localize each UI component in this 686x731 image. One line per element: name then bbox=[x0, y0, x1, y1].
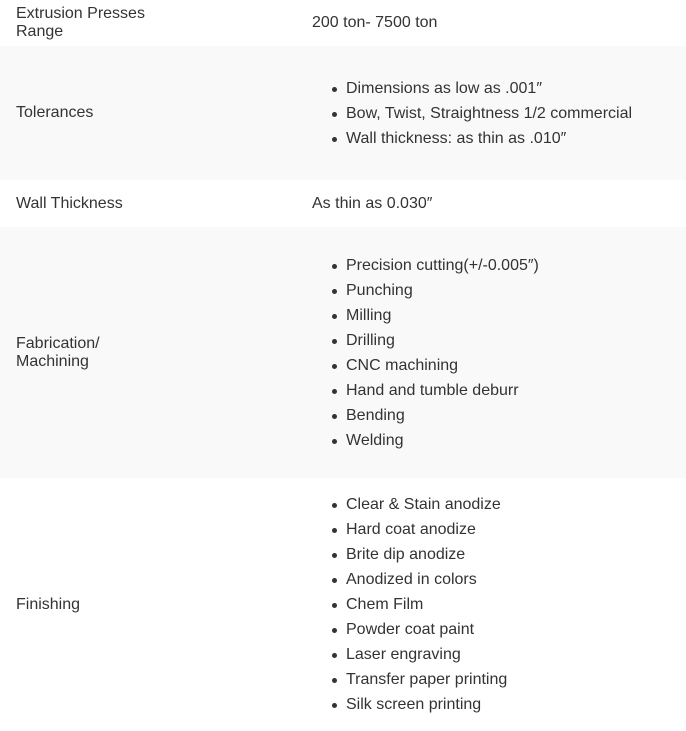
bullet-list bbox=[312, 253, 686, 453]
row-label-line: Range bbox=[16, 23, 64, 40]
row-label bbox=[0, 0, 312, 46]
list-item: Wall thickness: as thin as .010″ bbox=[346, 126, 686, 151]
row-label-line: Tolerances bbox=[16, 104, 94, 121]
list-item: Clear & Stain anodize bbox=[346, 492, 686, 517]
row-value-text: 200 ton- 7500 ton bbox=[312, 14, 438, 31]
row-label-line: Fabrication/ bbox=[16, 334, 100, 352]
list-item: Transfer paper printing bbox=[346, 667, 686, 692]
row-label-line: Machining bbox=[16, 352, 89, 370]
list-item: Silk screen printing bbox=[346, 692, 686, 717]
row-value bbox=[312, 0, 686, 46]
list-item: Precision cutting(+/-0.005″) bbox=[346, 253, 686, 278]
list-item: Dimensions as low as .001″ bbox=[346, 76, 686, 101]
table-row bbox=[0, 0, 686, 46]
table-row bbox=[0, 478, 686, 731]
list-item: Hard coat anodize bbox=[346, 517, 686, 542]
list-item: Brite dip anodize bbox=[346, 542, 686, 567]
list-item: Bending bbox=[346, 403, 686, 428]
row-value bbox=[312, 180, 686, 227]
row-label bbox=[0, 180, 312, 227]
list-item: Powder coat paint bbox=[346, 617, 686, 642]
row-label bbox=[0, 478, 312, 731]
row-label-line: Wall Thickness bbox=[16, 194, 123, 212]
row-label bbox=[0, 227, 312, 478]
list-item: Bow, Twist, Straightness 1/2 commercial bbox=[346, 101, 686, 126]
list-item: Drilling bbox=[346, 328, 686, 353]
list-item: Hand and tumble deburr bbox=[346, 378, 686, 403]
table-row bbox=[0, 180, 686, 227]
row-label-line: Finishing bbox=[16, 595, 81, 613]
row-value bbox=[312, 227, 686, 478]
list-item: CNC machining bbox=[346, 353, 686, 378]
list-item: Welding bbox=[346, 428, 686, 453]
row-value bbox=[312, 478, 686, 731]
table-row bbox=[0, 46, 686, 180]
row-label bbox=[0, 46, 312, 180]
list-item: Anodized in colors bbox=[346, 567, 686, 592]
list-item: Laser engraving bbox=[346, 642, 686, 667]
row-value-text: As thin as 0.030″ bbox=[312, 194, 433, 212]
list-item: Milling bbox=[346, 303, 686, 328]
row-value bbox=[312, 46, 686, 180]
list-item: Chem Film bbox=[346, 592, 686, 617]
table-row bbox=[0, 227, 686, 478]
list-item: Punching bbox=[346, 278, 686, 303]
bullet-list bbox=[312, 76, 686, 151]
bullet-list bbox=[312, 492, 686, 717]
row-label-line: Extrusion Presses bbox=[16, 5, 145, 22]
